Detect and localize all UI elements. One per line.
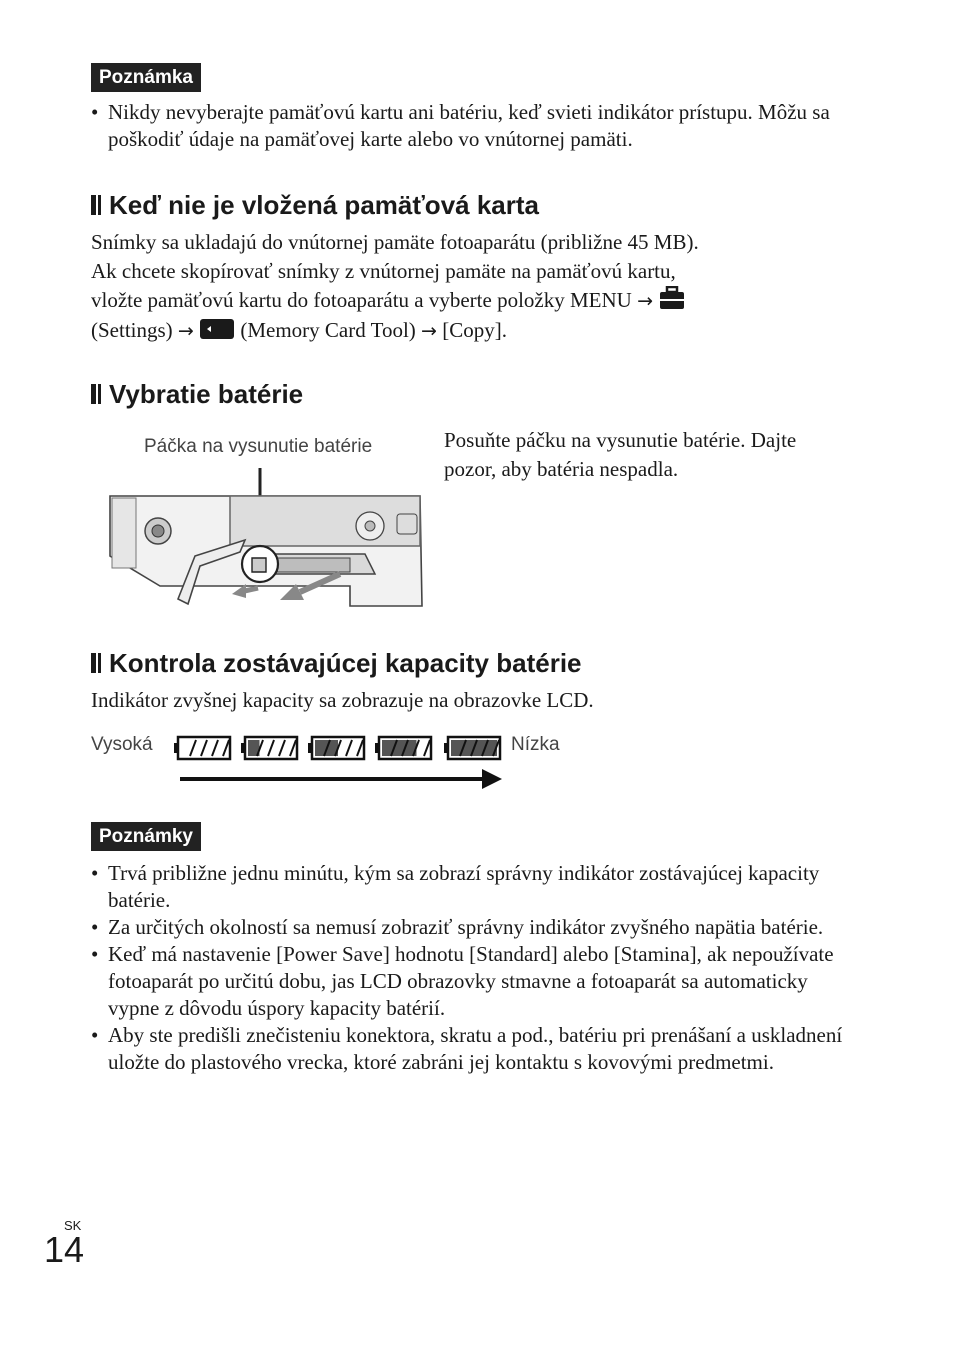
note-badge: Poznámka [91,63,201,92]
note-list [91,99,851,153]
section-marker-icon [91,195,105,215]
body-line: Ak chcete skopírovať snímky z vnútornej pamäte na pamäťovú kartu, [91,259,676,283]
battery-level-icons [170,730,510,766]
lever-label: Páčka na vysunutie batérie [144,436,373,457]
arrow-icon: → [637,290,653,312]
arrow-icon: → [177,320,194,342]
list-item: • Za určitých okolností sa nemusí zobraziť správny indikátor zvyšného napätia batérie. [91,914,851,941]
high-label: Vysoká [91,734,153,755]
list-item: • Aby ste predišli znečisteniu konektora, skratu a pod., batériu pri prenášaní a uskladnení uložte do plastového vrecka, ktoré zabráni jej kontaktu s kovovými predmetmi. [91,1022,851,1076]
low-label: Nízka [511,734,560,755]
toolbox-icon [658,286,686,310]
body-line: Snímky sa ukladajú do vnútornej pamäte fotoaparátu (približne 45 MB). [91,230,699,254]
notes-list [91,860,851,1076]
battery-icon [174,737,230,759]
arrow-icon: → [421,320,437,342]
section-title: Vybratie batérie [109,379,304,409]
battery-icon [308,737,364,759]
battery-icon [375,737,431,759]
notes-badge: Poznámky [91,822,201,851]
body-line: vložte pamäťovú kartu do fotoaparátu a vyberte položky MENU → [91,286,891,316]
section-body [91,228,891,346]
battery-icon [241,737,297,759]
section-heading-battery-capacity [91,647,582,679]
memory-card-tool-icon [199,318,235,340]
section-marker-icon [91,653,105,673]
list-item: • Keď má nastavenie [Power Save] hodnotu [Standard] alebo [Stamina], ak nepoužívate fotoaparát po určitú dobu, jas LCD obrazovky stmavne a fotoaparát sa automaticky vypne z dôvodu úspory kapacity batérií. [91,941,851,1022]
language-code: SK [64,1218,82,1233]
section-title: Kontrola zostávajúcej kapacity batérie [109,648,582,678]
list-item: • Nikdy nevyberajte pamäťovú kartu ani batériu, keď svieti indikátor prístupu. Môžu sa poškodiť údaje na pamäťovej karte alebo vo vnútornej pamäti. [91,99,851,153]
battery-removal-instruction: Posuňte páčku na vysunutie batérie. Dajte pozor, aby batéria nespadla. [444,428,797,481]
page-number: 14 [44,1229,85,1270]
list-item: • Trvá približne jednu minútu, kým sa zobrazí správny indikátor zostávajúcej kapacity batérie. [91,860,851,914]
battery-icon [444,737,500,759]
section-heading-memory-card [91,189,539,221]
section-title: Keď nie je vložená pamäťová karta [109,190,539,220]
camera-battery-illustration [100,466,424,612]
body-line: (Settings) → (Memory Card Tool) → [Copy]. [91,318,507,342]
capacity-text: Indikátor zvyšnej kapacity sa zobrazuje na obrazovke LCD. [91,688,594,712]
section-heading-battery-removal [91,378,303,410]
section-marker-icon [91,384,105,404]
decreasing-arrow-icon [180,766,504,792]
